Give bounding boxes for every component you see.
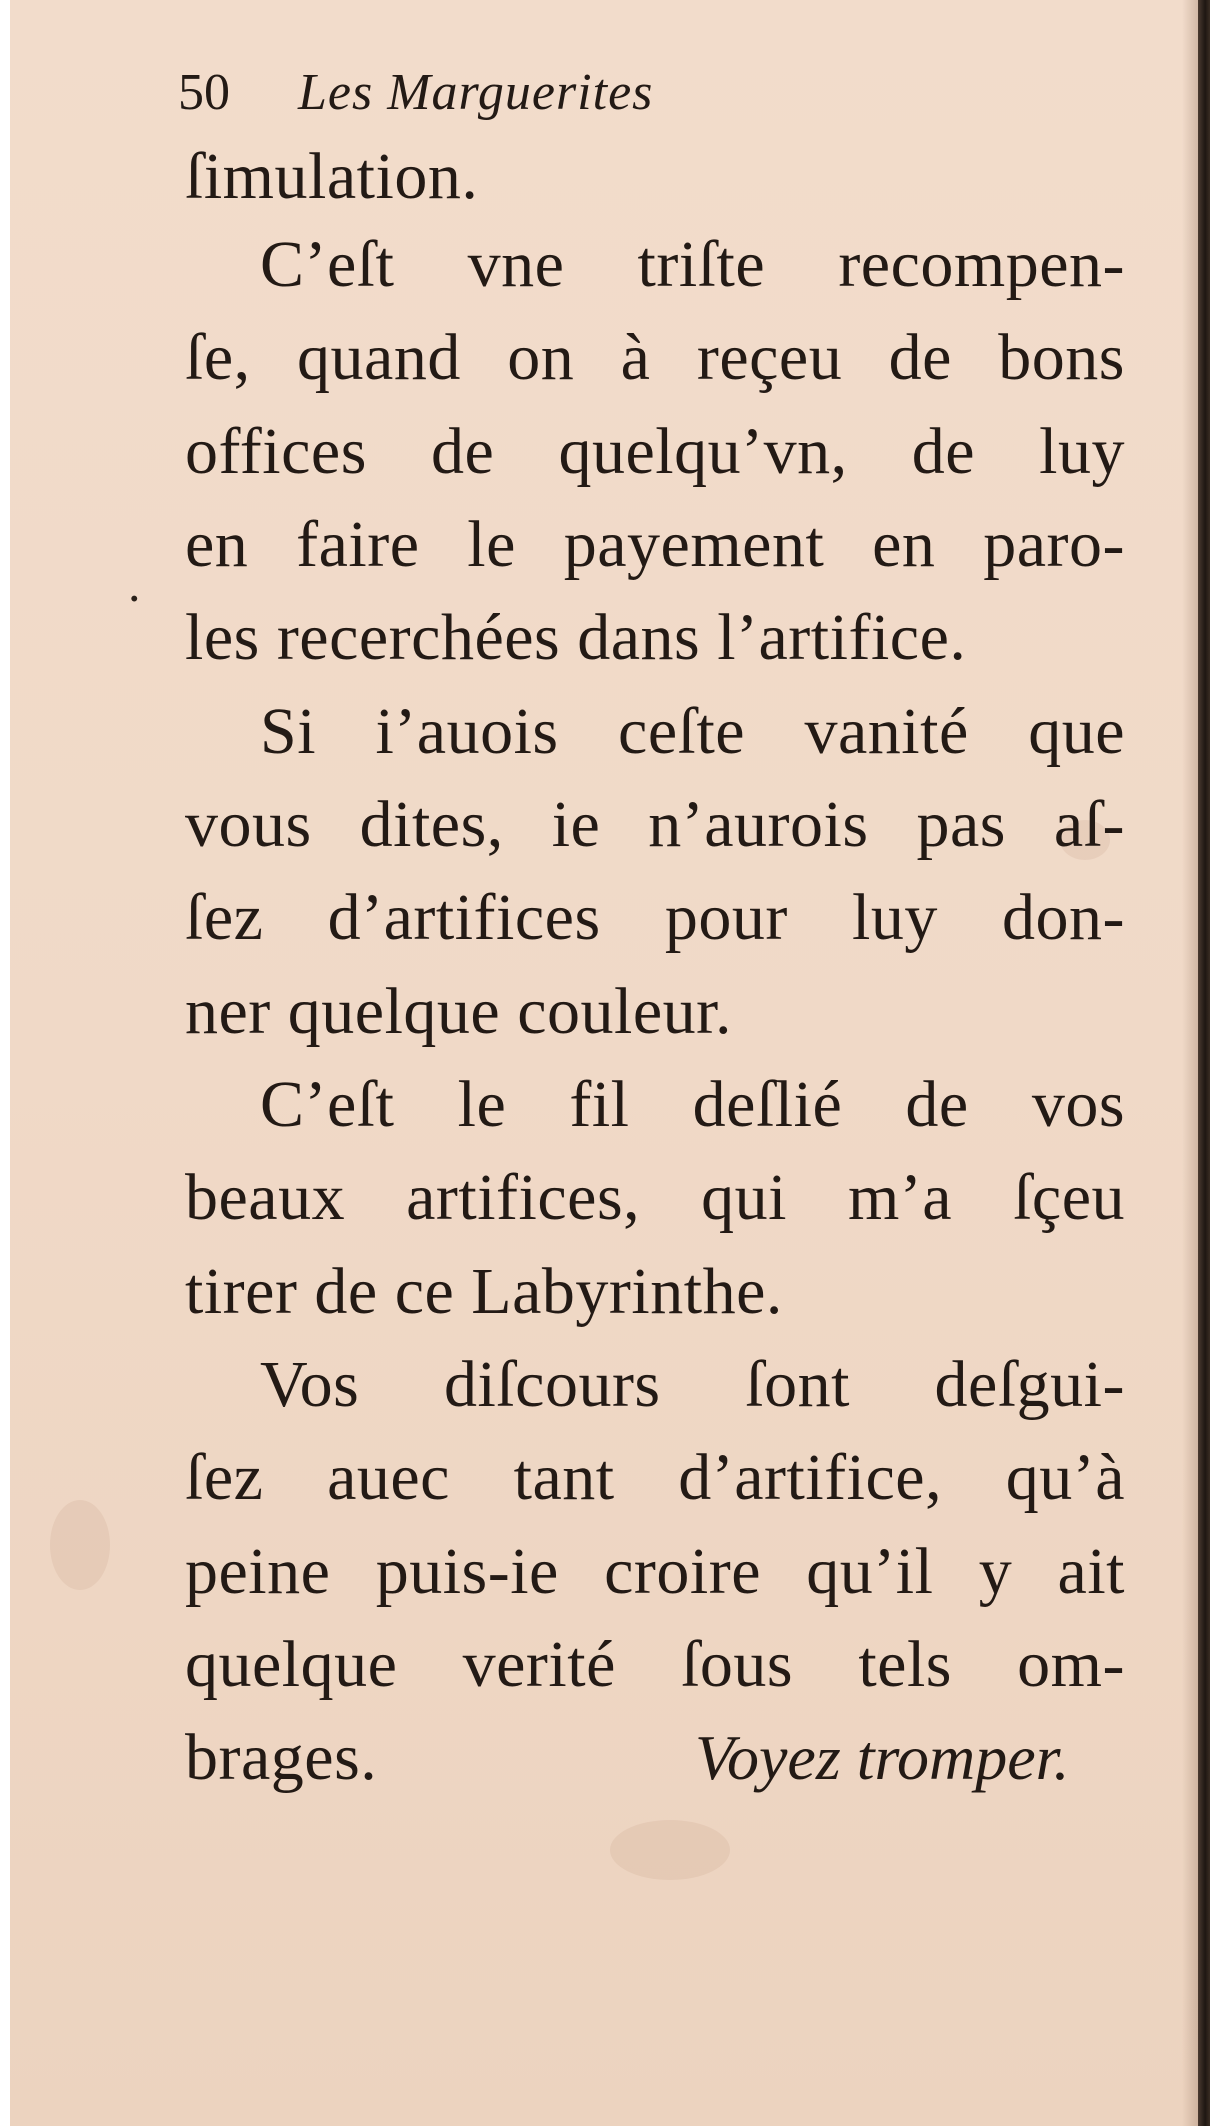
page-text xyxy=(10,0,1210,2126)
text-line: quelque verité ſous tels om- xyxy=(185,1628,1125,1701)
text-line: ner quelque couleur. xyxy=(185,975,732,1048)
text-line: beaux artifices, qui m’a ſçeu xyxy=(185,1161,1125,1234)
text-line: ſez d’artifices pour luy don- xyxy=(185,881,1125,954)
page-header xyxy=(178,55,878,135)
page-scan xyxy=(10,0,1210,2126)
text-line: brages. xyxy=(185,1721,378,1794)
running-head: Les Marguerites xyxy=(298,64,654,121)
text-line: les recerchées dans l’artifice. xyxy=(185,601,967,674)
text-line: ſimulation. xyxy=(185,140,479,213)
text-line: C’eſt vne triſte recompen- xyxy=(260,228,1125,301)
text-line: offices de quelqu’vn, de luy xyxy=(185,415,1125,488)
text-line: C’eſt le fil deſlié de vos xyxy=(260,1068,1125,1141)
text-line: ſe, quand on à reçeu de bons xyxy=(185,321,1125,394)
margin-mark: . xyxy=(128,556,141,612)
text-line: en faire le payement en paro- xyxy=(185,508,1125,581)
page-number: 50 xyxy=(178,64,230,121)
text-line: peine puis-ie croire qu’il y ait xyxy=(185,1535,1125,1608)
text-line: tirer de ce Labyrinthe. xyxy=(185,1255,783,1328)
cross-reference: Voyez tromper. xyxy=(695,1722,1070,1793)
text-line: vous dites, ie n’aurois pas aſ- xyxy=(185,788,1125,861)
text-line: ſez auec tant d’artifice, qu’à xyxy=(185,1441,1125,1514)
text-line: Si i’auois ceſte vanité que xyxy=(260,695,1125,768)
text-line: Vos diſcours ſont deſgui- xyxy=(260,1348,1125,1421)
